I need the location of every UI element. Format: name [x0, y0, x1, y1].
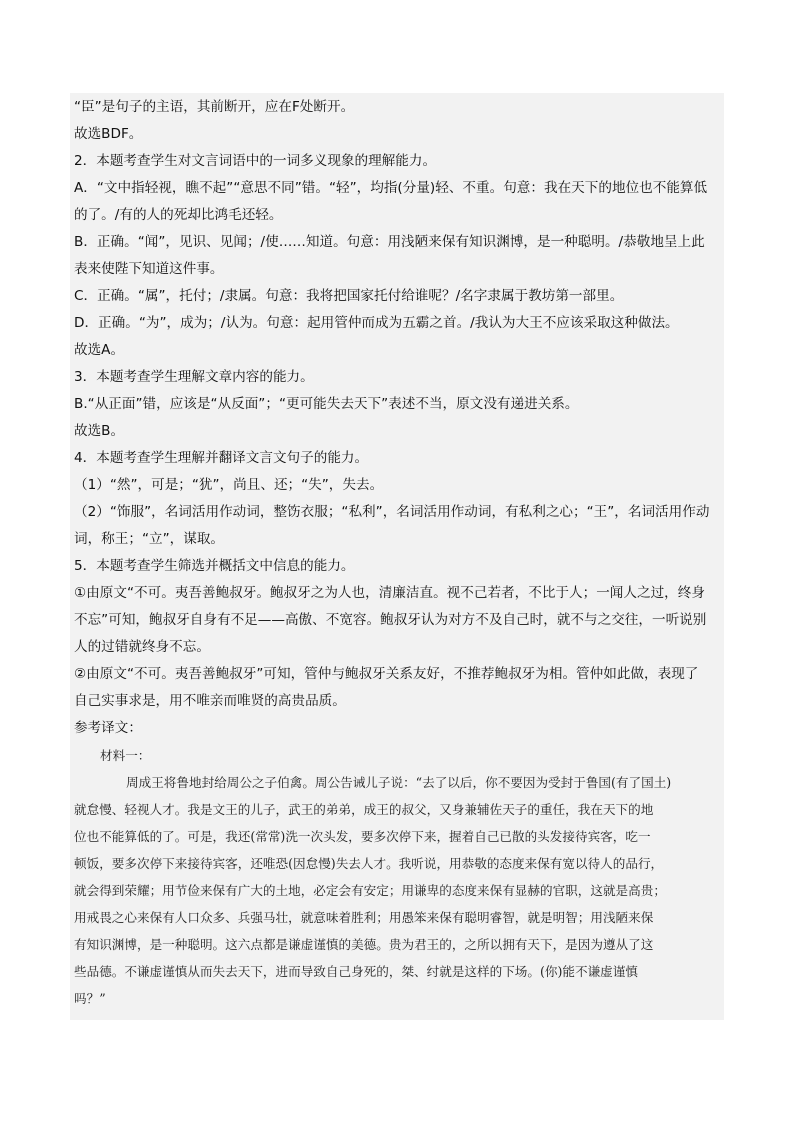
text-line: （2）“饰服”，名词活用作动词，整饬衣服；“私利”，名词活用作动词，有私利之心；“王”，名词活用作动	[74, 504, 710, 520]
translation-line: 顿饭，要多次停下来接待宾客，还唯恐(因怠慢)失去人才。我听说，用恭敬的态度来保有宽以待人的品行，	[74, 856, 664, 871]
text-line: B．正确。“闻”，见识、见闻；/使……知道。句意：用浅陋来保有知识渊博，是一种聪明。/恭敬地呈上此	[74, 234, 705, 250]
translation-line: 就会得到荣耀；用节俭来保有广大的土地，必定会有安定；用谦卑的态度来保有显赫的官职，这就是高贵；	[74, 883, 666, 898]
text-line: 人的过错就终身不忘。	[74, 639, 210, 655]
text-line: （1）“然”，可是；“犹”，尚且、还；“失”，失去。	[74, 477, 384, 493]
question-4-heading: 4．本题考查学生理解并翻译文言文句子的能力。	[74, 450, 369, 466]
translation-line: 周成王将鲁地封给周公之子伯禽。周公告诫儿子说：“去了以后，你不要因为受封于鲁国(有了国土)	[126, 775, 672, 790]
translation-line: 些品德。不谦虚谨慎从而失去天下，进而导致自己身死的，桀、纣就是这样的下场。(你)能不谦虚谨慎	[74, 964, 638, 979]
text-line: A．“文中指轻视，瞧不起”“意思不同”错。“轻”，均指(分量)轻、不重。句意：我在天下的地位也不能算低	[74, 180, 708, 196]
text-line: 自己实事求是，用不唯亲而唯贤的高贵品质。	[74, 693, 346, 709]
translation-line: 用戒畏之心来保有人口众多、兵强马壮，就意味着胜利；用愚笨来保有聪明睿智，就是明智；用浅陋来保	[74, 910, 654, 925]
translation-heading: 材料一：	[100, 748, 151, 763]
reference-translation-label: 参考译文：	[74, 720, 142, 736]
text-line: 故选B。	[74, 423, 125, 439]
text-line: 的了。/有的人的死却比鸿毛还轻。	[74, 207, 283, 223]
answer-explanation-block	[70, 93, 724, 1020]
text-line: 故选A。	[74, 342, 125, 358]
question-2-heading: 2．本题考查学生对文言词语中的一词多义现象的理解能力。	[74, 153, 437, 169]
question-3-heading: 3．本题考查学生理解文章内容的能力。	[74, 369, 314, 385]
translation-line: 位也不能算低的了。可是，我还(常常)洗一次头发，要多次停下来，握着自己已散的头发接待宾客，吃一	[74, 829, 651, 844]
text-line: ②由原文“不可。夷吾善鲍叔牙”可知，管仲与鲍叔牙关系友好，不推荐鲍叔牙为相。管仲如此做，表现了	[74, 666, 699, 682]
text-line: C．正确。“属”，托付；/隶属。句意：我将把国家托付给谁呢？/名字隶属于教坊第一部里。	[74, 288, 624, 304]
translation-line: 就怠慢、轻视人才。我是文王的儿子，武王的弟弟，成王的叔父，又身兼辅佐天子的重任，我在天下的地	[74, 802, 654, 817]
question-5-heading: 5．本题考查学生筛选并概括文中信息的能力。	[74, 558, 355, 574]
text-line: 故选BDF。	[74, 126, 143, 142]
text-line: 不忘”可知，鲍叔牙自身有不足——高傲、不宽容。鲍叔牙认为对方不及自己时，就不与之交往，一听说别	[74, 612, 707, 628]
text-line: ①由原文“不可。夷吾善鲍叔牙。鲍叔牙之为人也，清廉洁直。视不己若者，不比于人；一闻人之过，终身	[74, 585, 705, 601]
text-line: “臣”是句子的主语，其前断开，应在F处断开。	[74, 99, 355, 115]
text-line: 词，称王；“立”，谋取。	[74, 531, 225, 547]
text-line: D．正确。“为”，成为；/认为。句意：起用管仲而成为五霸之首。/我认为大王不应该采取这种做法。	[74, 315, 679, 331]
translation-line: 有知识渊博，是一种聪明。这六点都是谦虚谨慎的美德。贵为君王的，之所以拥有天下，是因为遵从了这	[74, 937, 654, 952]
text-line: 表来使陛下知道这件事。	[74, 261, 224, 277]
translation-line: 吗？”	[74, 991, 106, 1006]
text-line: B.“从正面”错，应该是“从反面”；“更可能失去天下”表述不当，原文没有递进关系。	[74, 396, 579, 412]
